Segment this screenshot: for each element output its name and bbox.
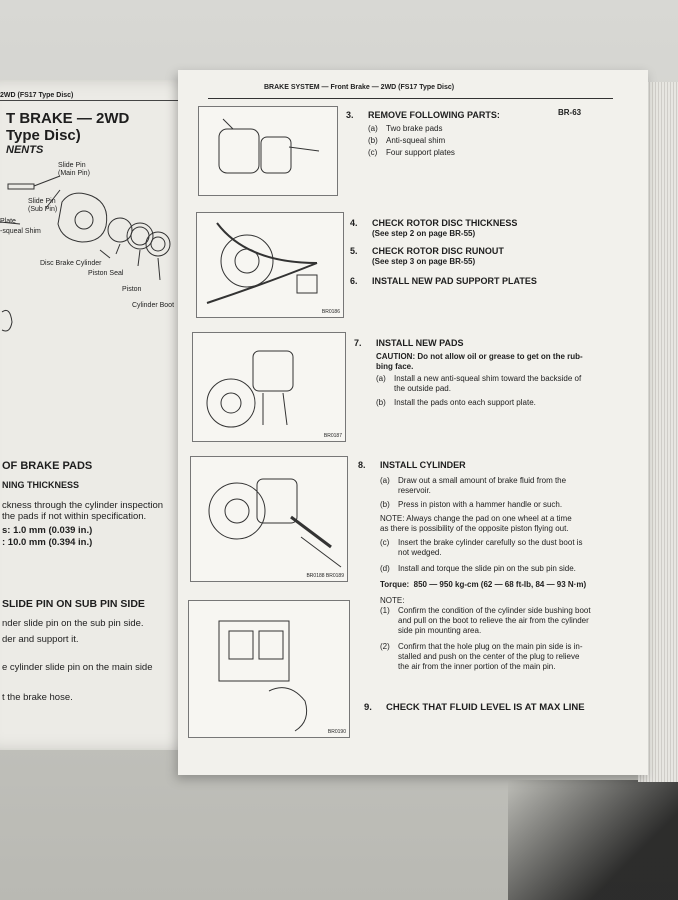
step-number: 6.	[350, 276, 358, 286]
install-pads-drawing	[193, 333, 345, 441]
rotor-drawing	[197, 213, 343, 317]
step-8-note: NOTE: Always change the pad on one wheel at a time	[380, 514, 572, 523]
step-7-caution-cont: bing face.	[376, 362, 414, 371]
step-8-item-c-cont: not wedged.	[398, 548, 442, 557]
step-title: REMOVE FOLLOWING PARTS:	[368, 110, 500, 120]
step-8-item-a-cont: reservoir.	[398, 486, 431, 495]
label-disc-brake-cylinder: Disc Brake Cylinder	[40, 260, 102, 267]
figure-install-pads	[192, 332, 346, 442]
label-slide-pin-main: Slide Pin (Main Pin)	[58, 162, 90, 177]
step-5	[350, 246, 620, 270]
step-number: 4.	[350, 218, 358, 228]
left-text-line: ckness through the cylinder inspection	[2, 500, 164, 511]
left-text-spec: s: 1.0 mm (0.039 in.)	[2, 525, 93, 536]
step-7-item-a-cont: the outside pad.	[394, 384, 451, 393]
figure-remove-pads	[198, 106, 338, 196]
components-diagram	[0, 162, 190, 412]
step-8-note-cont: as there is possibility of the opposite piston flying out.	[380, 524, 569, 533]
step-8-note-2-cont: stalled and push on the center of the plug to relieve	[398, 652, 580, 661]
figure-fluid-level	[188, 600, 350, 738]
cylinder-install-drawing	[191, 457, 347, 581]
step-8-item-b: (b) Press in piston with a hammer handle or such.	[380, 500, 563, 509]
right-page-header: BRAKE SYSTEM — Front Brake — 2WD (FS17 Type Disc)	[264, 84, 455, 91]
label-cylinder-boot: Cylinder Boot	[132, 302, 175, 309]
step-3-item-b: (b) Anti-squeal shim	[368, 136, 446, 145]
left-text-line: nder slide pin on the sub pin side.	[2, 618, 144, 629]
step-title: INSTALL NEW PAD SUPPORT PLATES	[372, 276, 537, 286]
step-8-torque: Torque: 850 — 950 kg-cm (62 — 68 ft-lb, 84 — 93 N·m)	[380, 580, 587, 589]
step-3-item-a: (a) Two brake pads	[368, 124, 443, 133]
step-7	[354, 338, 624, 418]
cylinder-boot-drawing	[146, 232, 170, 256]
step-title: CHECK ROTOR DISC THICKNESS	[372, 218, 518, 228]
reservoir-drawing	[189, 601, 349, 737]
left-text-spec: : 10.0 mm (0.394 in.)	[2, 537, 93, 548]
left-title-line1: T BRAKE — 2WD	[6, 110, 130, 127]
step-3	[346, 110, 626, 170]
step-number: 3.	[346, 110, 354, 120]
left-text-line: e cylinder slide pin on the main side	[2, 662, 153, 673]
step-4	[350, 218, 620, 242]
label-plate: Plate	[0, 218, 16, 225]
step-8-note2: NOTE:	[380, 596, 405, 605]
figure-caption: BR0188 BR0189	[306, 573, 344, 579]
step-8-note-2-cont: the air from the inner portion of the main pin.	[398, 662, 556, 671]
step-7-caution: CAUTION: Do not allow oil or grease to get on the rub-	[376, 352, 583, 361]
left-page-title	[6, 110, 129, 144]
step-title: INSTALL NEW PADS	[376, 338, 464, 348]
label-piston: Piston	[122, 286, 142, 293]
pad-drawing	[2, 310, 12, 331]
step-title: CHECK ROTOR DISC RUNOUT	[372, 246, 504, 256]
header-rule	[208, 98, 613, 99]
left-text-line: the pads if not within specification.	[2, 511, 147, 522]
step-title: CHECK THAT FLUID LEVEL IS AT MAX LINE	[386, 702, 585, 713]
left-text-line: t the brake hose.	[2, 692, 73, 703]
left-page-header: 2WD (FS17 Type Disc)	[0, 92, 190, 101]
step-8	[358, 460, 643, 700]
step-number: 7.	[354, 338, 362, 348]
page-number: BR-63	[558, 108, 582, 117]
left-text-line: der and support it.	[2, 634, 79, 645]
label-slide-pin-sub: Slide Pin (Sub Pin)	[28, 198, 58, 213]
cylinder-drawing	[58, 193, 107, 242]
pads-drawing	[199, 107, 337, 195]
figure-rotor	[196, 212, 344, 318]
step-8-note-1-cont: and pull on the boot to relieve the air from the cylinder	[398, 616, 589, 625]
left-title-line2: Type Disc)	[6, 127, 81, 144]
label-piston-seal: Piston Seal	[88, 270, 124, 277]
step-8-note-1-cont: side pin mounting area.	[398, 626, 482, 635]
step-8-item-c: (c) Insert the brake cylinder carefully so the dust boot is	[380, 538, 583, 547]
slide-pin-drawing	[8, 184, 34, 189]
left-section-slide-pin: SLIDE PIN ON SUB PIN SIDE	[2, 598, 145, 610]
shadow-corner	[508, 780, 678, 900]
step-7-item-a: (a) Install a new anti-squeal shim toward the backside of	[376, 374, 582, 383]
step-reference: (See step 3 on page BR-55)	[372, 257, 476, 266]
right-page	[178, 70, 648, 775]
label-squeal-shim: -squeal Shim	[0, 228, 41, 235]
figure-caption: BR0190	[327, 729, 346, 735]
figure-install-cylinder	[190, 456, 348, 582]
step-number: 5.	[350, 246, 358, 256]
figure-caption: BR0186	[321, 309, 340, 315]
left-page-subtitle: NENTS	[6, 144, 44, 156]
step-6	[350, 276, 620, 290]
step-8-item-a: (a) Draw out a small amount of brake fluid from the	[380, 476, 567, 485]
step-8-note-2: (2) Confirm that the hole plug on the main pin side is in-	[380, 642, 583, 651]
step-title: INSTALL CYLINDER	[380, 460, 466, 470]
step-number: 8.	[358, 460, 366, 470]
step-8-item-d: (d) Install and torque the slide pin on the sub pin side.	[380, 564, 576, 573]
left-page	[0, 80, 200, 750]
left-section-brake-pads: OF BRAKE PADS	[2, 460, 93, 472]
step-7-item-b: (b) Install the pads onto each support plate.	[376, 398, 536, 407]
step-3-item-c: (c) Four support plates	[368, 148, 455, 157]
step-9	[364, 702, 644, 716]
step-8-note-1: (1) Confirm the condition of the cylinder side bushing boot	[380, 606, 591, 615]
step-number: 9.	[364, 702, 372, 713]
left-section-lining-thickness: NING THICKNESS	[2, 480, 80, 490]
figure-caption: BR0187	[323, 433, 342, 439]
step-reference: (See step 2 on page BR-55)	[372, 229, 476, 238]
